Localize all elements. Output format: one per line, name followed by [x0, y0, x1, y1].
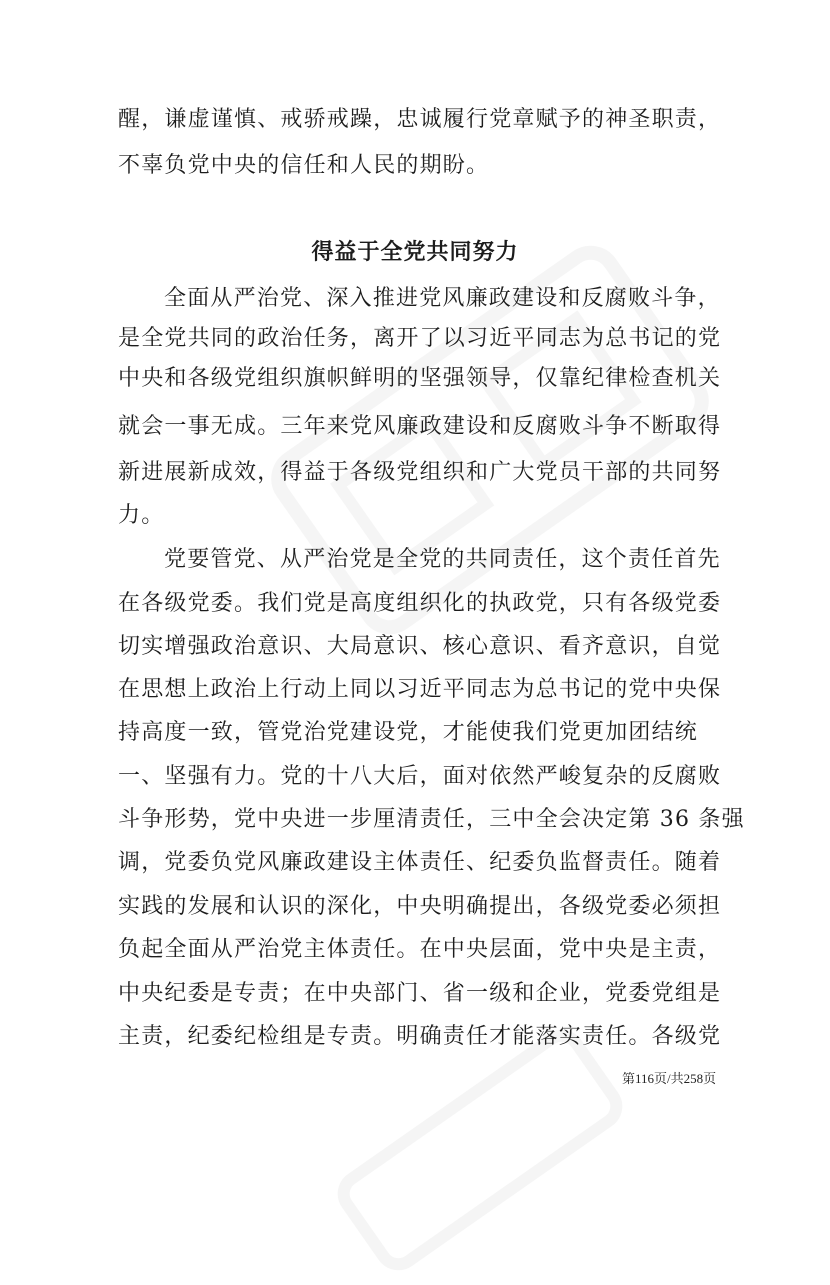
text-line: 中央纪委是专责；在中央部门、省一级和企业，党委党组是 — [118, 981, 722, 1006]
text-line: 一、坚强有力。党的十八大后，面对依然严峻复杂的反腐败 — [118, 764, 722, 789]
text-line: 全面从严治党、深入推进党风廉政建设和反腐败斗争， — [164, 286, 721, 311]
text-line: 持高度一致，管党治党建设党，才能使我们党更加团结统 — [118, 720, 699, 745]
text-line: 切实增强政治意识、大局意识、核心意识、看齐意识，自觉 — [118, 634, 722, 659]
section-title: 得益于全党共同努力 — [311, 240, 519, 265]
text-line: 调，党委负党风廉政建设主体责任、纪委负监督责任。随着 — [118, 850, 722, 875]
text-line: 中央和各级党组织旗帜鲜明的坚强领导，仅靠纪律检查机关 — [118, 366, 722, 391]
text-line: 主责，纪委纪检组是专责。明确责任才能落实责任。各级党 — [118, 1024, 722, 1049]
text-line: 斗争形势，党中央进一步厘清责任，三中全会决定第 36 条强 — [118, 807, 745, 832]
text-line: 就会一事无成。三年来党风廉政建设和反腐败斗争不断取得 — [118, 414, 722, 439]
text-line: 醒，谦虚谨慎、戒骄戒躁，忠诚履行党章赋予的神圣职责， — [118, 107, 722, 132]
page-number: 第116页/共258页 — [622, 1071, 717, 1086]
text-line: 不辜负党中央的信任和人民的期盼。 — [118, 153, 490, 178]
text-line: 实践的发展和认识的深化，中央明确提出，各级党委必须担 — [118, 894, 722, 919]
text-line: 在思想上政治上行动上同以习近平同志为总书记的党中央保 — [118, 677, 722, 702]
text-line: 新进展新成效，得益于各级党组织和广大党员干部的共同努 — [118, 460, 722, 485]
text-line: 在各级党委。我们党是高度组织化的执政党，只有各级党委 — [118, 591, 722, 616]
text-line: 力。 — [118, 503, 165, 528]
text-line: 是全党共同的政治任务，离开了以习近平同志为总书记的党 — [118, 326, 722, 351]
text-line: 党要管党、从严治党是全党的共同责任，这个责任首先 — [164, 547, 721, 572]
text-line: 负起全面从严治党主体责任。在中央层面，党中央是主责， — [118, 937, 722, 962]
